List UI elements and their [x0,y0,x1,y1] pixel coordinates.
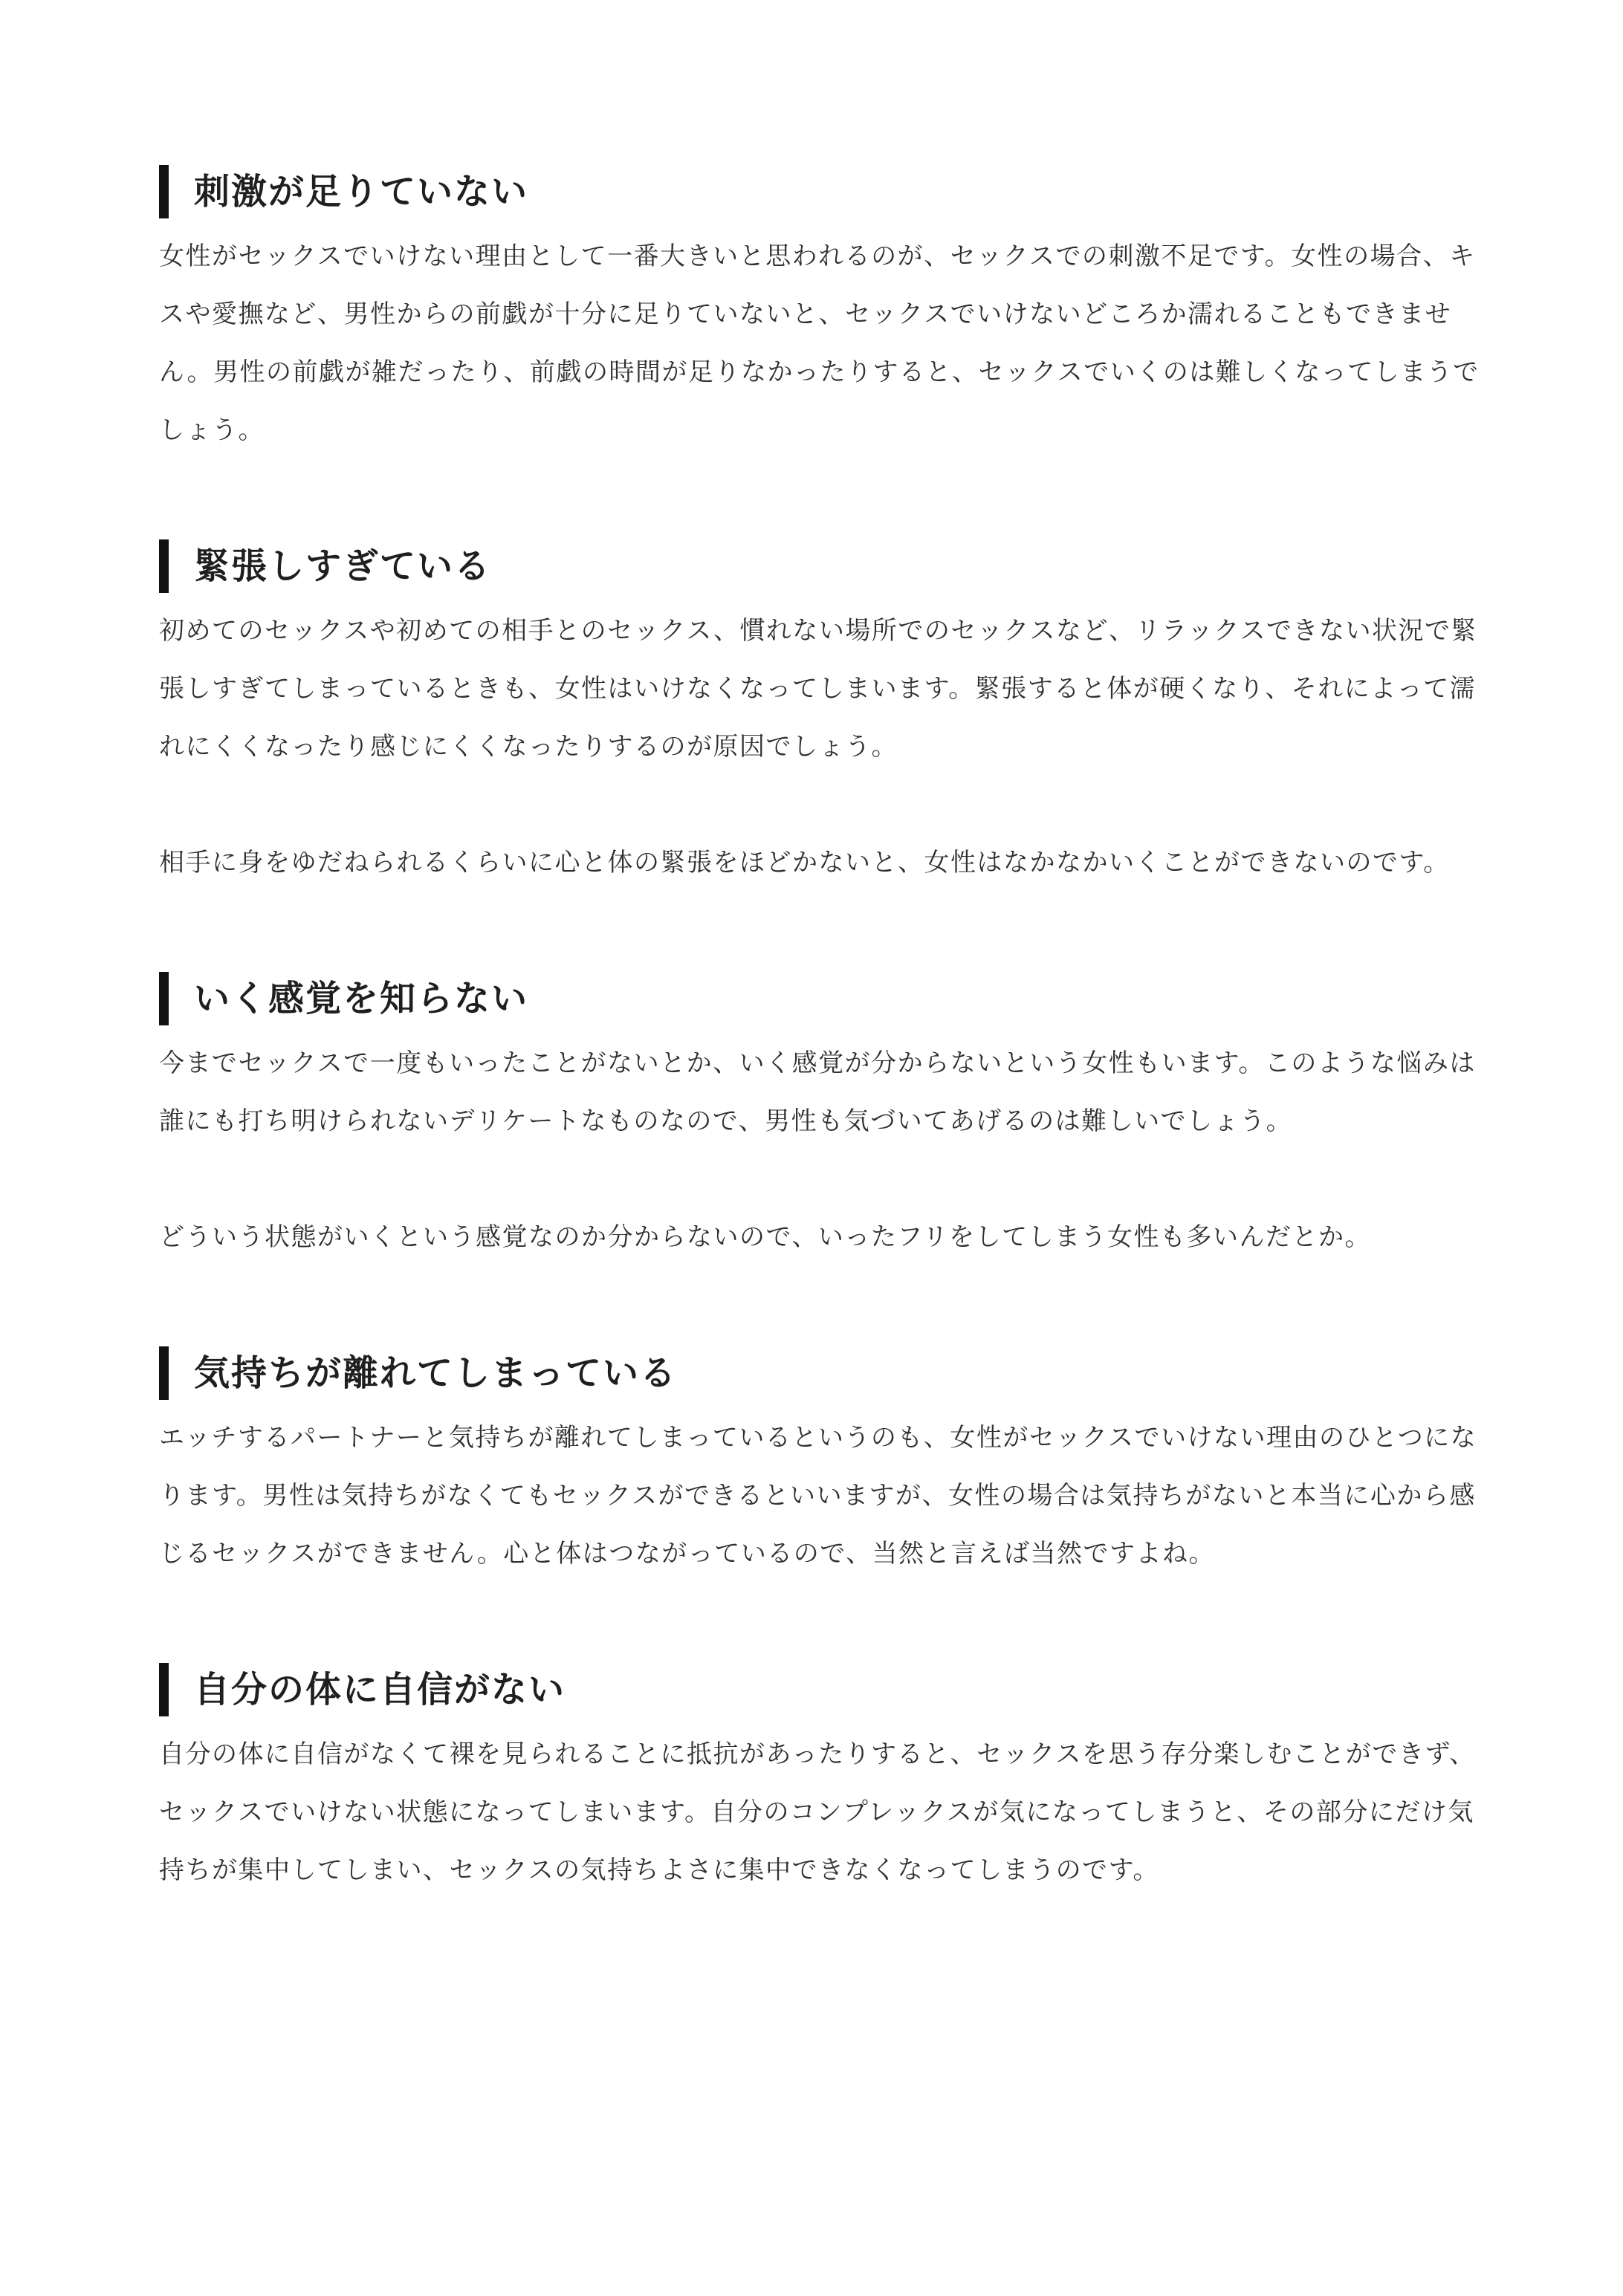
section-heading [159,1337,1482,1409]
heading-accent-bar [159,972,169,1025]
heading-title: 自分の体に自信がない [194,1669,566,1710]
heading-title: 緊張しすぎている [194,545,492,587]
heading-accent-bar [159,165,169,218]
section-heading [159,156,1482,227]
heading-accent-bar [159,1663,169,1716]
section-heading [159,531,1482,602]
body-paragraph: 今までセックスで一度もいったことがないとか、いく感覚が分からないという女性もいます。このような悩みは誰にも打ち明けられないデリケートなものなので、男性も気づいてあげるのは難しいでしょう。 [159,1048,1476,1136]
heading-accent-bar [159,539,169,593]
body-paragraph: 初めてのセックスや初めての相手とのセックス、慣れない場所でのセックスなど、リラックスできない状況で緊張しすぎてしまっているときも、女性はいけなくなってしまいます。緊張すると体が硬くなり、それによって濡れにくくなったり感じにくくなったりするのが原因でしょう。 [159,616,1477,762]
heading-accent-bar [159,1346,169,1400]
body-paragraph: 相手に身をゆだねられるくらいに心と体の緊張をほどかないと、女性はなかなかいくことができないのです。 [159,848,1450,878]
heading-title: いく感覚を知らない [194,978,529,1019]
heading-title: 気持ちが離れてしまっている [194,1352,678,1394]
body-paragraph: 自分の体に自信がなくて裸を見られることに抵抗があったりすると、セックスを思う存分楽しむことができず、セックスでいけない状態になってしまいます。自分のコンプレックスが気になってしまうと、その部分にだけ気持ちが集中してしまい、セックスの気持ちよさに集中できなくなってしまうのです。 [159,1739,1476,1885]
section-nervous [159,531,1482,892]
section-stimulation [159,156,1482,459]
section-heading [159,963,1482,1034]
section-body-confidence [159,1654,1482,1899]
section-feelings-apart [159,1337,1482,1583]
body-paragraph: エッチするパートナーと気持ちが離れてしまっているというのも、女性がセックスでいけない理由のひとつになります。男性は気持ちがなくてもセックスができるといいますが、女性の場合は気持ちがないと本当に心から感じるセックスができません。心と体はつながっているので、当然と言えば当然ですよね。 [159,1423,1477,1569]
section-heading [159,1654,1482,1725]
body-paragraph: どういう状態がいくという感覚なのか分からないので、いったフリをしてしまう女性も多いんだとか。 [159,1222,1371,1252]
heading-title: 刺激が足りていない [194,171,529,213]
body-paragraph: 女性がセックスでいけない理由として一番大きいと思われるのが、セックスでの刺激不足です。女性の場合、キスや愛撫など、男性からの前戯が十分に足りていないと、セックスでいけないどころか濡れることもできません。男性の前戯が雑だったり、前戯の時間が足りなかったりすると、セックスでいくのは難しくなってしまうでしょう。 [159,241,1480,445]
section-unknown-sensation [159,963,1482,1266]
